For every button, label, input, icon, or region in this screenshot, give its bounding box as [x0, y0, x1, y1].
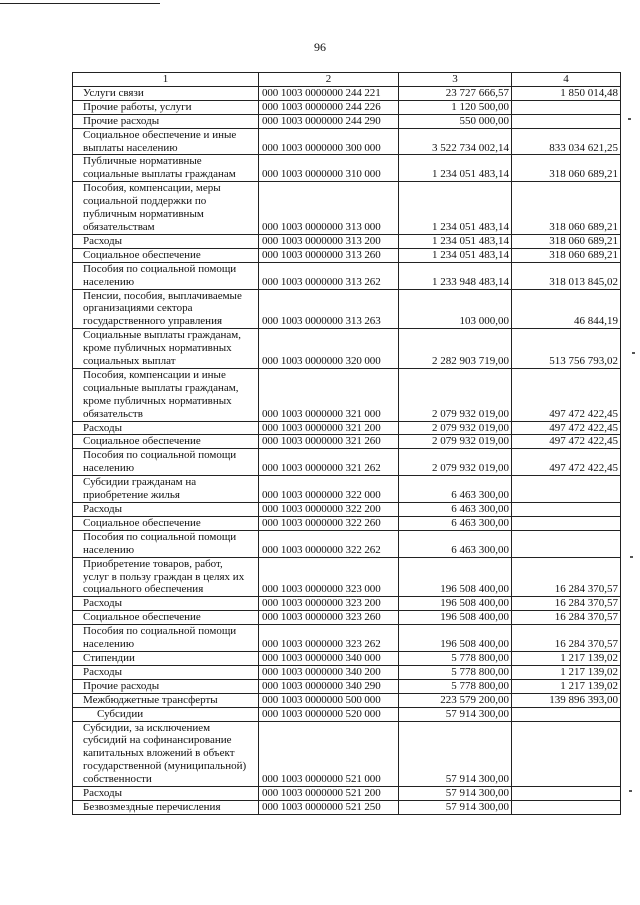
row-name: Социальное обеспечение [73, 435, 259, 449]
row-name: Безвозмездные перечисления [73, 800, 259, 814]
header-col-2: 2 [259, 73, 399, 87]
row-name: Расходы [73, 665, 259, 679]
table-row [73, 611, 621, 625]
row-code: 000 1003 0000000 320 000 [259, 329, 399, 369]
row-value-col3: 196 508 400,00 [399, 557, 512, 597]
row-value-col3: 196 508 400,00 [399, 597, 512, 611]
row-value-col4: 16 284 370,57 [512, 557, 621, 597]
row-name: Стипендии [73, 651, 259, 665]
row-name: Пенсии, пособия, выплачиваемые организациями сектора государственного управления [73, 289, 259, 329]
row-value-col3: 1 120 500,00 [399, 100, 512, 114]
header-col-1: 1 [73, 73, 259, 87]
row-value-col4: 497 472 422,45 [512, 435, 621, 449]
row-code: 000 1003 0000000 521 200 [259, 787, 399, 801]
table-row [73, 234, 621, 248]
table-row [73, 435, 621, 449]
row-value-col3: 57 914 300,00 [399, 787, 512, 801]
row-code: 000 1003 0000000 323 200 [259, 597, 399, 611]
row-value-col3: 223 579 200,00 [399, 693, 512, 707]
table-row [73, 625, 621, 652]
row-value-col3: 103 000,00 [399, 289, 512, 329]
row-name: Пособия, компенсации и иные социальные выплаты гражданам, кроме публичных нормативных обязательств [73, 368, 259, 421]
table-row [73, 86, 621, 100]
row-value-col4 [512, 476, 621, 503]
row-value-col3: 57 914 300,00 [399, 707, 512, 721]
row-code: 000 1003 0000000 520 000 [259, 707, 399, 721]
row-value-col3: 1 234 051 483,14 [399, 248, 512, 262]
table-row [73, 707, 621, 721]
table-body [73, 86, 621, 814]
edge-mark [629, 790, 632, 792]
row-name: Пособия по социальной помощи населению [73, 262, 259, 289]
header-col-4: 4 [512, 73, 621, 87]
row-value-col4 [512, 100, 621, 114]
row-value-col4: 1 850 014,48 [512, 86, 621, 100]
row-code: 000 1003 0000000 521 250 [259, 800, 399, 814]
row-value-col4: 1 217 139,02 [512, 679, 621, 693]
row-code: 000 1003 0000000 321 262 [259, 449, 399, 476]
row-code: 000 1003 0000000 340 000 [259, 651, 399, 665]
row-value-col3: 6 463 300,00 [399, 476, 512, 503]
table-row [73, 693, 621, 707]
row-value-col4: 318 060 689,21 [512, 155, 621, 182]
row-name: Расходы [73, 503, 259, 517]
row-name: Пособия по социальной помощи населению [73, 530, 259, 557]
row-code: 000 1003 0000000 323 000 [259, 557, 399, 597]
row-code: 000 1003 0000000 313 263 [259, 289, 399, 329]
table-row [73, 503, 621, 517]
row-value-col4: 497 472 422,45 [512, 421, 621, 435]
table-row [73, 597, 621, 611]
row-code: 000 1003 0000000 340 200 [259, 665, 399, 679]
row-value-col3: 1 234 051 483,14 [399, 182, 512, 235]
row-name: Субсидии, за исключением субсидий на софинансирование капитальных вложений в объект государственной (муниципальной) собственности [73, 721, 259, 787]
row-name: Пособия, компенсации, меры социальной поддержки по публичным нормативным обязательствам [73, 182, 259, 235]
row-value-col4: 1 217 139,02 [512, 665, 621, 679]
row-code: 000 1003 0000000 500 000 [259, 693, 399, 707]
budget-table-container [72, 72, 620, 815]
row-code: 000 1003 0000000 322 000 [259, 476, 399, 503]
row-value-col4: 318 013 845,02 [512, 262, 621, 289]
row-name: Расходы [73, 234, 259, 248]
table-row [73, 262, 621, 289]
table-row [73, 665, 621, 679]
row-value-col3: 2 079 932 019,00 [399, 368, 512, 421]
table-row [73, 155, 621, 182]
edge-mark [628, 118, 631, 120]
table-row [73, 128, 621, 155]
row-code: 000 1003 0000000 313 200 [259, 234, 399, 248]
row-name: Социальные выплаты гражданам, кроме публичных нормативных социальных выплат [73, 329, 259, 369]
row-value-col4 [512, 721, 621, 787]
row-value-col4: 1 217 139,02 [512, 651, 621, 665]
table-row [73, 651, 621, 665]
row-value-col4 [512, 800, 621, 814]
row-value-col3: 6 463 300,00 [399, 530, 512, 557]
row-name: Субсидии гражданам на приобретение жилья [73, 476, 259, 503]
row-name: Социальное обеспечение [73, 516, 259, 530]
table-row [73, 800, 621, 814]
row-value-col4 [512, 787, 621, 801]
budget-table [72, 72, 621, 815]
row-value-col3: 196 508 400,00 [399, 611, 512, 625]
table-row [73, 248, 621, 262]
row-value-col3: 196 508 400,00 [399, 625, 512, 652]
header-col-3: 3 [399, 73, 512, 87]
row-value-col3: 2 079 932 019,00 [399, 449, 512, 476]
row-code: 000 1003 0000000 521 000 [259, 721, 399, 787]
row-value-col3: 1 234 051 483,14 [399, 155, 512, 182]
row-code: 000 1003 0000000 321 000 [259, 368, 399, 421]
row-code: 000 1003 0000000 321 200 [259, 421, 399, 435]
row-value-col3: 1 233 948 483,14 [399, 262, 512, 289]
row-name: Межбюджетные трансферты [73, 693, 259, 707]
row-value-col4: 497 472 422,45 [512, 368, 621, 421]
page-number: 96 [314, 40, 326, 54]
row-value-col3: 5 778 800,00 [399, 665, 512, 679]
row-name: Публичные нормативные социальные выплаты гражданам [73, 155, 259, 182]
row-value-col3: 2 079 932 019,00 [399, 421, 512, 435]
edge-mark [630, 556, 633, 558]
row-value-col3: 3 522 734 002,14 [399, 128, 512, 155]
row-code: 000 1003 0000000 323 262 [259, 625, 399, 652]
table-row [73, 449, 621, 476]
row-value-col3: 5 778 800,00 [399, 651, 512, 665]
table-row [73, 289, 621, 329]
row-value-col3: 2 079 932 019,00 [399, 435, 512, 449]
row-name: Социальное обеспечение и иные выплаты населению [73, 128, 259, 155]
row-name: Субсидии [73, 707, 259, 721]
row-name: Расходы [73, 421, 259, 435]
row-name: Прочие работы, услуги [73, 100, 259, 114]
row-code: 000 1003 0000000 323 260 [259, 611, 399, 625]
row-code: 000 1003 0000000 244 221 [259, 86, 399, 100]
table-row [73, 329, 621, 369]
row-value-col4: 318 060 689,21 [512, 234, 621, 248]
row-value-col4: 139 896 393,00 [512, 693, 621, 707]
row-name: Пособия по социальной помощи населению [73, 625, 259, 652]
row-code: 000 1003 0000000 300 000 [259, 128, 399, 155]
row-value-col4 [512, 530, 621, 557]
row-name: Прочие расходы [73, 679, 259, 693]
row-name: Расходы [73, 597, 259, 611]
row-code: 000 1003 0000000 313 000 [259, 182, 399, 235]
table-row [73, 787, 621, 801]
row-value-col4: 16 284 370,57 [512, 611, 621, 625]
table-row [73, 557, 621, 597]
row-code: 000 1003 0000000 310 000 [259, 155, 399, 182]
row-code: 000 1003 0000000 322 260 [259, 516, 399, 530]
row-value-col4: 833 034 621,25 [512, 128, 621, 155]
row-value-col4 [512, 516, 621, 530]
table-row [73, 530, 621, 557]
table-row [73, 100, 621, 114]
row-code: 000 1003 0000000 322 262 [259, 530, 399, 557]
row-value-col3: 2 282 903 719,00 [399, 329, 512, 369]
row-value-col3: 57 914 300,00 [399, 721, 512, 787]
row-value-col3: 5 778 800,00 [399, 679, 512, 693]
row-value-col4 [512, 707, 621, 721]
row-value-col4 [512, 114, 621, 128]
header-row [73, 73, 621, 87]
row-code: 000 1003 0000000 321 260 [259, 435, 399, 449]
row-name: Социальное обеспечение [73, 611, 259, 625]
row-value-col4 [512, 503, 621, 517]
edge-mark [632, 352, 635, 354]
row-code: 000 1003 0000000 244 226 [259, 100, 399, 114]
row-value-col4: 46 844,19 [512, 289, 621, 329]
row-value-col4: 318 060 689,21 [512, 182, 621, 235]
table-row [73, 368, 621, 421]
row-value-col3: 1 234 051 483,14 [399, 234, 512, 248]
row-code: 000 1003 0000000 322 200 [259, 503, 399, 517]
row-value-col4: 16 284 370,57 [512, 625, 621, 652]
row-name: Социальное обеспечение [73, 248, 259, 262]
row-value-col3: 57 914 300,00 [399, 800, 512, 814]
row-name: Приобретение товаров, работ, услуг в пользу граждан в целях их социального обеспечения [73, 557, 259, 597]
row-name: Пособия по социальной помощи населению [73, 449, 259, 476]
row-name: Расходы [73, 787, 259, 801]
table-row [73, 721, 621, 787]
top-rule [0, 3, 160, 4]
table-row [73, 476, 621, 503]
row-code: 000 1003 0000000 313 260 [259, 248, 399, 262]
row-value-col3: 23 727 666,57 [399, 86, 512, 100]
table-row [73, 182, 621, 235]
table-row [73, 421, 621, 435]
table-row [73, 516, 621, 530]
row-value-col4: 513 756 793,02 [512, 329, 621, 369]
row-name: Услуги связи [73, 86, 259, 100]
row-value-col4: 497 472 422,45 [512, 449, 621, 476]
row-value-col4: 16 284 370,57 [512, 597, 621, 611]
row-value-col3: 6 463 300,00 [399, 516, 512, 530]
row-value-col3: 6 463 300,00 [399, 503, 512, 517]
table-row [73, 679, 621, 693]
row-code: 000 1003 0000000 340 290 [259, 679, 399, 693]
row-code: 000 1003 0000000 313 262 [259, 262, 399, 289]
row-name: Прочие расходы [73, 114, 259, 128]
row-value-col3: 550 000,00 [399, 114, 512, 128]
table-row [73, 114, 621, 128]
row-code: 000 1003 0000000 244 290 [259, 114, 399, 128]
row-value-col4: 318 060 689,21 [512, 248, 621, 262]
